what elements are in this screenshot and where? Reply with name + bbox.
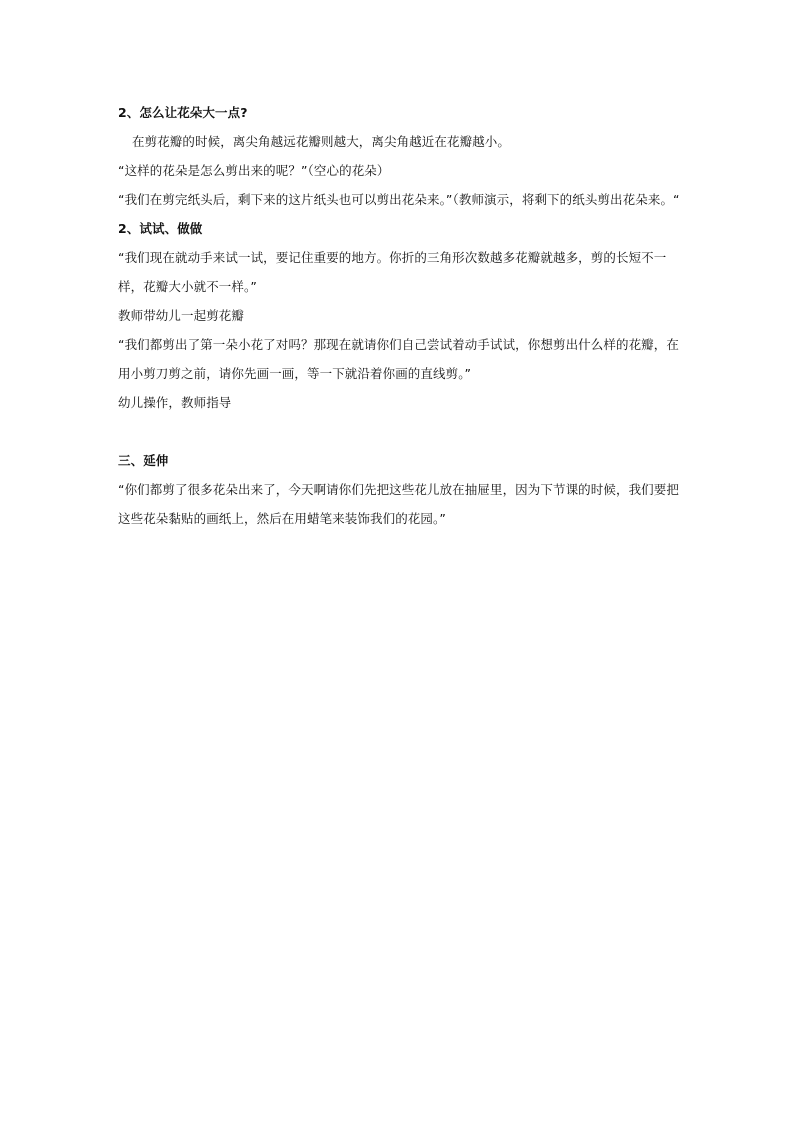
paragraph-extension-garden: “你们都剪了很多花朵出来了，今天啊请你们先把这些花儿放在抽屉里，因为下节课的时候，我们要把这些花朵黏贴的画纸上，然后在用蜡笔来装饰我们的花园。” xyxy=(118,482,679,526)
paragraph-petal-size-rule: 在剪花瓣的时候，离尖角越远花瓣则越大，离尖角越近在花瓣越小。 xyxy=(132,134,511,149)
paragraph-try-instructions: “我们现在就动手来试一试，要记住重要的地方。你折的三角形次数越多花瓣就越多，剪的长短不一样，花瓣大小就不一样。” xyxy=(118,250,667,294)
paragraph-children-practice: 幼儿操作，教师指导 xyxy=(118,395,232,410)
section-heading-try-and-do: 2、试试、做做 xyxy=(118,221,203,236)
paragraph-draw-then-cut: “我们都剪出了第一朵小花了对吗？那现在就请你们自己尝试着动手试试，你想剪出什么样的花瓣，在用小剪刀剪之前，请你先画一画，等一下就沿着你画的直线剪。” xyxy=(118,337,679,381)
paragraph-leftover-paper-demo: “我们在剪完纸头后，剩下来的这片纸头也可以剪出花朵来。”（教师演示，将剩下的纸头剪出花朵来。“ xyxy=(118,192,680,207)
section-heading-enlarge-flower: 2、怎么让花朵大一点? xyxy=(118,105,248,120)
section-heading-extension: 三、延伸 xyxy=(118,453,169,468)
document-body xyxy=(118,98,683,533)
paragraph-hollow-flower-question: “这样的花朵是怎么剪出来的呢？”（空心的花朵） xyxy=(118,163,390,178)
section-spacer xyxy=(118,417,683,446)
paragraph-teacher-cut-together: 教师带幼儿一起剪花瓣 xyxy=(118,308,245,323)
